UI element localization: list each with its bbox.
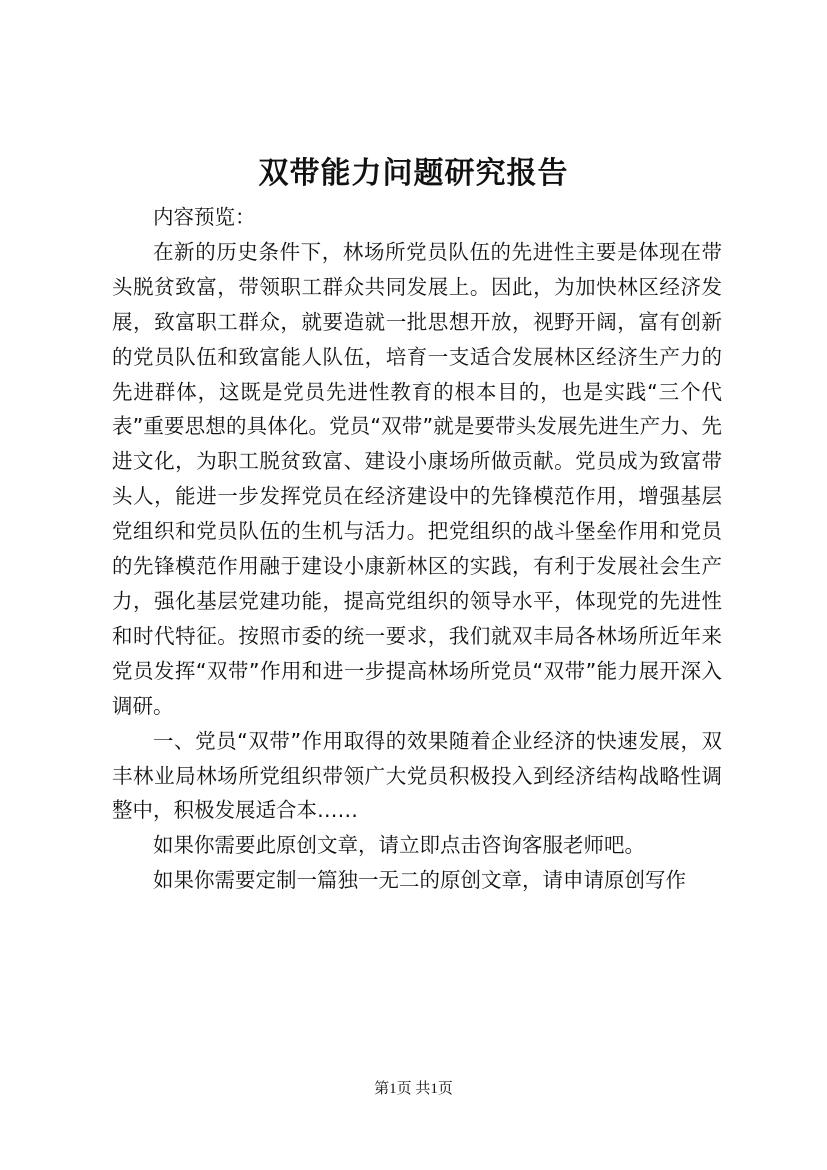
document-title: 双带能力问题研究报告 [258,156,569,191]
page-footer: 第1页 共1页 [374,1081,453,1097]
body-paragraph: 在新的历史条件下，林场所党员队伍的先进性主要是体现在带头脱贫致富，带领职工群众共同发展上。因此，为加快林区经济发展，致富职工群众，就要造就一批思想开放，视野开阔，富有创新的党员队伍和致富能人队伍，培育一支适合发展林区经济生产力的先进群体，这既是党员先进性教育的根本目的，也是实践“三个代表”重要思想的具体化。党员“双带”就是要带头发展先进生产力、先进文化，为职工脱贫致富、建设小康场所做贡献。党员成为致富带头人，能进一步发挥党员在经济建设中的先锋模范作用，增强基层党组织和党员队伍的生机与活力。把党组织的战斗堡垒作用和党员的先锋模范作用融于建设小康新林区的实践，有利于发展社会生产力，强化基层党建功能，提高党组织的领导水平，体现党的先进性和时代特征。按照市委的统一要求，我们就双丰局各林场所近年来党员发挥“双带”作用和进一步提高林场所党员“双带”能力展开深入调研。 [112,239,722,718]
document-body [112,200,722,898]
preview-label: 内容预览： [153,205,256,229]
body-paragraph: 如果你需要此原创文章，请立即点击咨询客服老师吧。 [153,833,645,858]
body-paragraph: 一、党员“双带”作用取得的效果随着企业经济的快速发展，双丰林业局林场所党组织带领广大党员积极投入到经济结构战略性调整中，积极发展适合本…… [112,728,722,823]
body-paragraph: 如果你需要定制一篇独一无二的原创文章，请申请原创写作 [153,868,686,893]
